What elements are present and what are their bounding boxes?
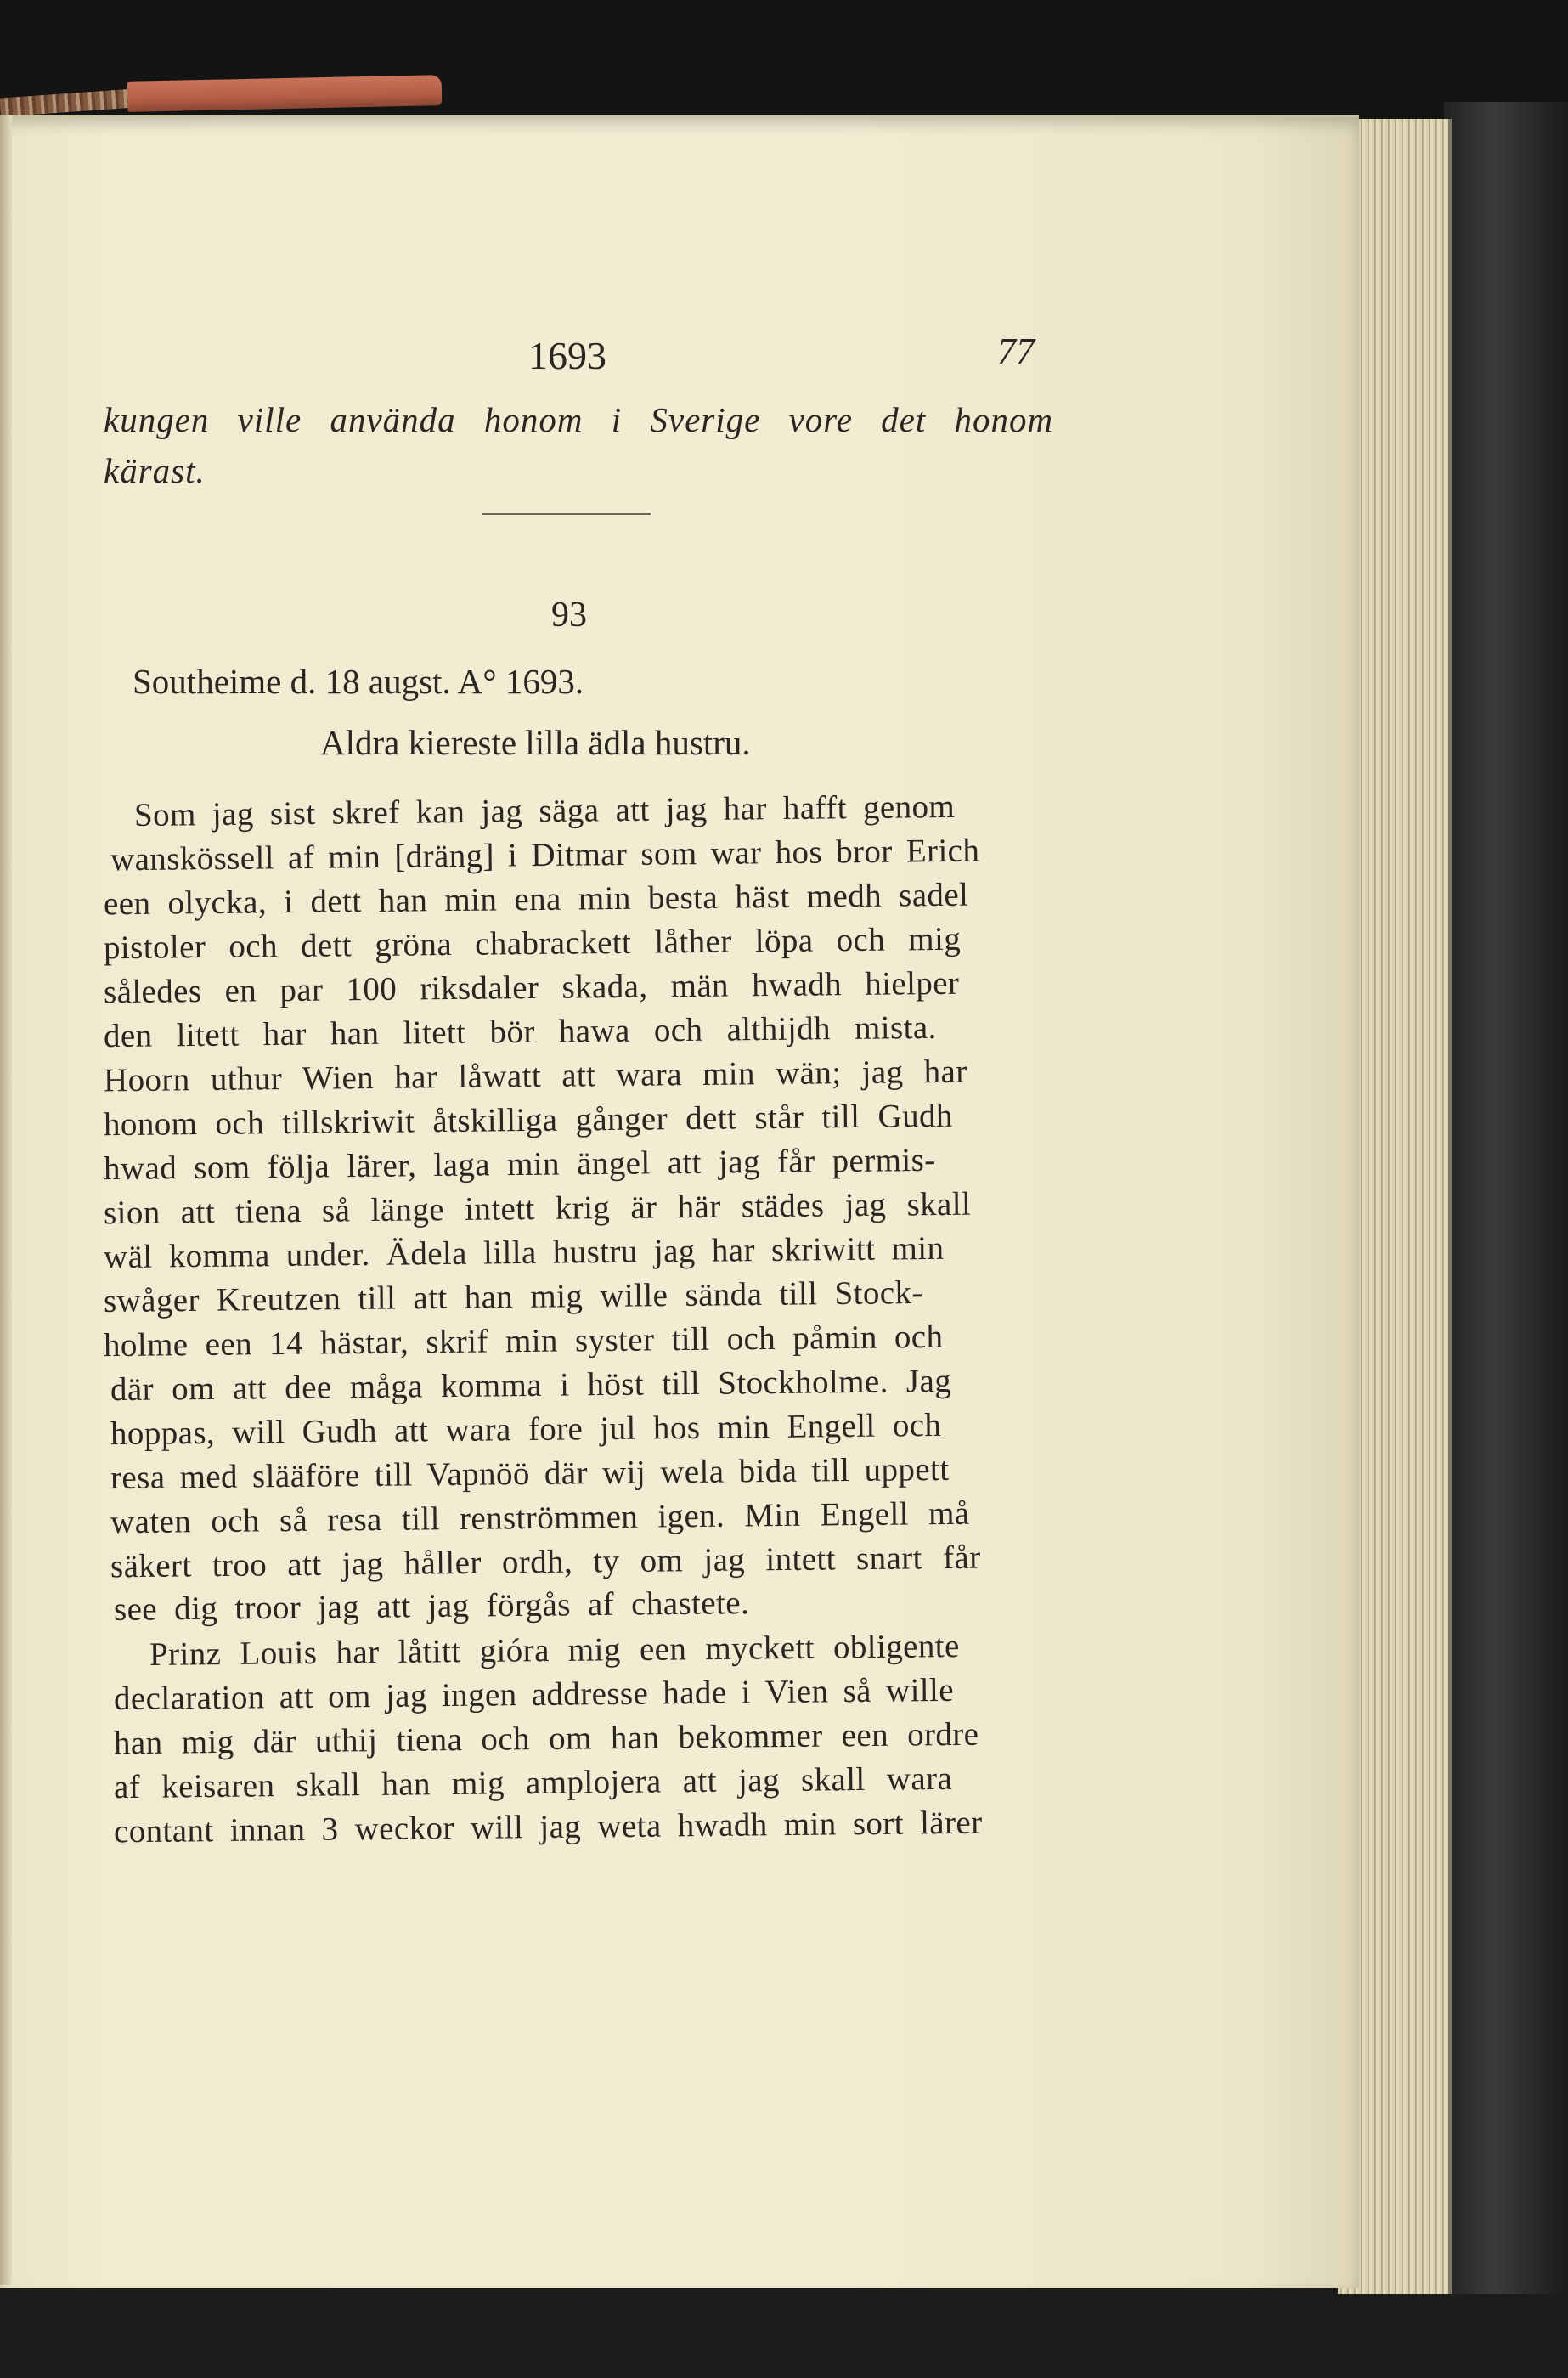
carryover-line-1: kungen ville använda honom i Sverige vore det honom [104, 400, 1054, 439]
running-header-year: 1693 [528, 334, 606, 377]
letter-dateline: Southeime d. 18 augst. A° 1693. [133, 662, 584, 701]
body-line: swåger Kreutzen till att han mig wille sända till Stock- [103, 1274, 923, 1320]
body-line: af keisaren skall han mig amplojera att jag skall wara [113, 1759, 953, 1806]
body-line: honom och tillskriwit åtskilliga gånger dett står till Gudh [103, 1097, 954, 1144]
body-line: wäl komma under. Ädela lilla hustru jag har skriwitt min [103, 1229, 945, 1276]
body-line: således en par 100 riksdaler skada, män hwadh hielper [103, 964, 960, 1011]
section-divider [482, 513, 651, 515]
page-left-edge [0, 115, 12, 2285]
body-line: resa med slääföre till Vapnöö där wij wela bida till uppett [110, 1450, 950, 1497]
body-line: holme een 14 hästar, skrif min syster till och påmin och [103, 1318, 944, 1364]
letter-salutation: Aldra kiereste lilla ädla hustru. [320, 723, 751, 762]
body-line: declaration att om jag ingen addresse hade i Vien så wille [113, 1671, 955, 1718]
body-line: den litett har han litett bör hawa och althijdh mista. [103, 1008, 937, 1055]
body-line: een olycka, i dett han min ena min besta häst medh sadel [103, 876, 969, 923]
body-line: see dig troor jag att jag förgås af chastete. [113, 1584, 750, 1628]
body-line: hwad som följa lärer, laga min ängel att jag får permis- [103, 1141, 936, 1188]
body-line: sion att tiena så länge intett krig är här städes jag skall [103, 1185, 972, 1232]
body-line: han mig där uthij tiena och om han bekommer een ordre [113, 1715, 979, 1762]
body-line: Hoorn uthur Wien har låwatt att wara min wän; jag har [103, 1053, 967, 1099]
body-line: där om att dee måga komma i höst till Stockholme. Jag [110, 1362, 952, 1409]
body-line: säkert troo att jag håller ordh, ty om jag intett snart får [110, 1539, 981, 1585]
body-line: waten och så resa till renströmmen igen. Min Engell må [110, 1494, 970, 1541]
letter-number: 93 [551, 596, 587, 635]
body-line: wanskössell af min [dräng] i Ditmar som war hos bror Erich [110, 832, 980, 878]
body-line: contant innan 3 weckor will jag weta hwadh min sort lärer [113, 1804, 983, 1850]
body-line: Som jag sist skref kan jag säga att jag har hafft genom [133, 788, 956, 834]
page-number: 77 [997, 330, 1035, 372]
book-cover-edge [1444, 102, 1568, 2294]
body-line: Prinz Louis har låtitt gióra mig een myckett obligente [149, 1628, 960, 1673]
carryover-line-2: kärast. [104, 451, 206, 490]
body-line: hoppas, will Gudh att wara fore jul hos min Engell och [110, 1406, 942, 1453]
body-line: pistoler och dett gröna chabrackett låther löpa och mig [103, 920, 962, 967]
